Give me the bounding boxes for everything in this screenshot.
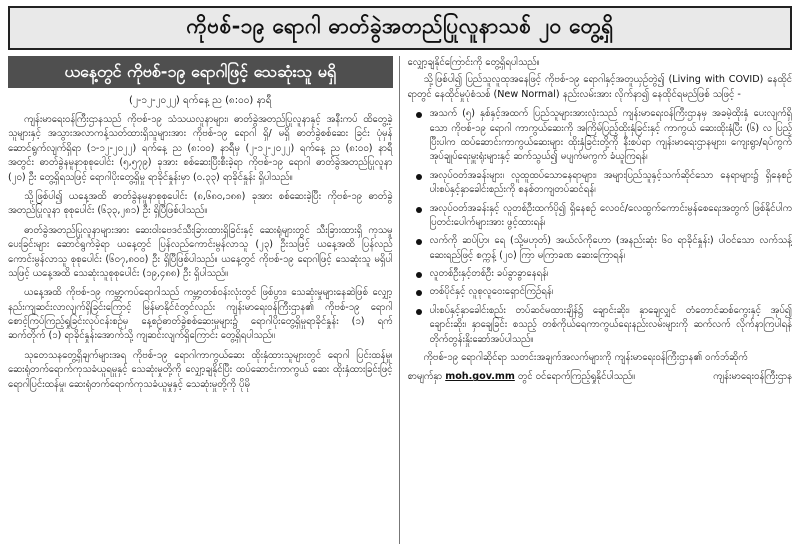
- article-columns: [8, 56, 792, 544]
- paragraph: သို့ဖြစ်ပါ၍ ယနေ့အထိ ဓာတ်ခွဲနမူနာစုစုပေါင်း (၈,၆၈၀,၁၈၈) ခုအား စစ်ဆေးခဲ့ပြီး ကိုဗစ်-၁၉ ဓာတ်ခွဲအတည်ပြုလူနာ စုစုပေါင်း (၆၃၃,၂၈၁) ဦး ရှိပြီဖြစ်ပါသည်။: [8, 190, 393, 217]
- bullet-icon: [416, 112, 422, 118]
- list-item: [414, 234, 793, 263]
- closing-paragraph: ကိုဗစ်-၁၉ ရောဂါဆိုင်ရာ သတင်းအချက်အလက်များကို ကျန်းမာရေးဝန်ကြီးဌာန၏ ဝက်ဘ်ဆိုက်: [423, 352, 748, 364]
- list-item-text: အသက် (၅) နှစ်နှင့်အထက် ပြည်သူများအားလုံးသည် ကျန်းမာရေးဝန်ကြီးဌာနမှ အခမဲ့ထိုးနှံ ပေးလျက်ရှိသော ကိုဗစ်-၁၉ ရောဂါ ကာကွယ်ဆေးကို အကြိမ်ပြည့်ထိုးနှံခြင်းနှင့် ကာကွယ် ဆေးထိုးနှံပြီး (၆) လ ပြည့်ပြီးပါက ထပ်ဆောင်းကာကွယ်ဆေးများ ထိုးနှံခြင်းတို့ကို နီးစပ်ရာ ကျန်းမာရေးဌာနများ၊ ကျေးရွာ/ရပ်ကွက်အုပ်ချုပ်ရေးမှူးရုံးများနှင့် ဆက်သွယ်၍ မပျက်မကွက် ခံယူကြရန်၊: [429, 108, 792, 163]
- list-item: [414, 202, 793, 231]
- bullet-icon: [416, 239, 422, 245]
- ministry-signature: ကျန်းမာရေးဝန်ကြီးဌာန: [713, 371, 792, 383]
- paragraph: ကျန်းမာရေးဝန်ကြီးဌာနသည် ကိုဗစ်-၁၉ သံသယလူနာများ၊ ဓာတ်ခွဲအတည်ပြုလူနာနှင့် အနီးကပ် ထိတွေ့ခဲ့သူများနှင့် အသွားအလာကန့်သတ်ထားရှိသူများအား ကိုဗစ်-၁၉ ရောဂါ ရှိ/ မရှိ ဓာတ်ခွဲစစ်ဆေး ခြင်း ပုံမှန်ဆောင်ရွက်လျက်ရှိရာ (၁-၁၂-၂၀၂၂) ရက်နေ့ ည (၈:၀၀) နာရီမှ (၂-၁၂-၂၀၂၂) ရက်နေ့ ည (၈:၀၀) နာရီအတွင်း ဓာတ်ခွဲနမူနာစုစုပေါင်း (၅,၅၇၉) ခုအား စစ်ဆေးပြီးစီးခဲ့ရာ ကိုဗစ်-၁၉ ရောဂါ ဓာတ်ခွဲအတည်ပြုလူနာ (၂၀) ဦး တွေ့ရှိရသဖြင့် ရောဂါပိုးတွေ့ရှိမှု ရာခိုင်နှုန်းမှာ (၀.၃၃) ရာခိုင်နှုန်း ရှိပါသည်။: [8, 114, 393, 183]
- right-column: [408, 56, 793, 544]
- list-item-text: တစ်ပိုင်နှင့် လူစုလူဝေးရှောင်ကြဉ်ရန်၊: [429, 286, 554, 298]
- bullet-icon: [416, 309, 422, 315]
- list-item: [414, 169, 793, 198]
- footer-label: စာမျက်နှာ: [407, 371, 443, 383]
- list-item: [414, 107, 793, 165]
- list-item-text: ပါးစပ်နှင့်နှာခေါင်းစည်း တပ်ဆင်မထားချိန်၌ ချောင်းဆိုး၊ နှာချေလျှင် တံတောင်ဆစ်ကွေးနှင့် အုပ်၍ ချောင်းဆိုး၊ နှာချေခြင်း စသည့် တစ်ကိုယ်ရေကာကွယ်ရေးနည်းလမ်းများကို ဆက်လက် လိုက်နာကြပါရန် တိုက်တွန်းနှိုးဆော်အပ်ပါသည်။: [429, 304, 792, 345]
- list-item-text: လက်ကို ဆပ်ပြာ၊ ရေ (သို့မဟုတ်) အယ်လ်ကိုဟော (အနည်းဆုံး ၆၀ ရာခိုင်နှုန်း) ပါဝင်သော လက်သန့်ဆေးရည်ဖြင့် စက္ကန့် (၂၀) ကြာ မကြာခဏ ဆေးကြောရန်၊: [429, 235, 792, 261]
- bullet-icon: [416, 290, 422, 296]
- list-item: [414, 267, 793, 281]
- left-column: [8, 56, 400, 544]
- footer-note: [408, 370, 636, 384]
- website-link[interactable]: moh.gov.mm: [445, 371, 515, 383]
- bullet-icon: [416, 272, 422, 278]
- footer-note-end: တွင် ဝင်ရောက်ကြည့်ရှုနိုင်ပါသည်။: [517, 371, 636, 383]
- paragraph: လျှော့ချနိုင်ကြောင်းကို တွေ့ရှိရပါသည်။: [407, 57, 540, 68]
- list-item: [414, 285, 793, 299]
- subheadline: ယနေ့တွင် ကိုဗစ်-၁၉ ရောဂါဖြင့် သေဆုံးသူ မရှိ: [8, 56, 393, 88]
- list-item-text: အလုပ်ဝတ်အခန်းများ၊ လူထူထပ်သောနေရာများ၊ အများပြည်သူနှင့်သက်ဆိုင်သော နေရာများ၌ ရှိနေစဉ် ပါးစပ်နှင့်နှာခေါင်းစည်းကို စနစ်တကျတပ်ဆင်ရန်၊: [429, 169, 792, 196]
- paragraph: ယနေ့အထိ ကိုဗစ်-၁၉ ကမ္ဘာ့ကပ်ရောဂါသည် ကမ္ဘာ့တစ်ဝန်းလုံးတွင် ဖြစ်ပွား၊ သေဆုံးမှုများနေဆဲဖြစ် လျှော့နည်းကျဆင်းလာလျက်ရှိခြင်းကြောင့် မြန်မာနိုင်ငံတွင်လည်း ကျန်းမာရေးဝန်ကြီးဌာန၏ ကိုဗစ်-၁၉ ရောဂါ စောင့်ကြပ်ကြည့်ရှုခြင်းလုပ်ငန်းစဉ်မှ နေ့စဉ်ဓာတ်ခွဲစစ်ဆေးမှုများ၌ ရောဂါပိုးတွေ့ရှိမှုရာခိုင်နှုန်း (၁) ရက် ဆက်တိုက် (၁) ရာခိုင်နှုန်းအောက်သို့ ကျဆင်းလျက်ရှိကြောင်း တွေ့ရှိရပါသည်။: [8, 287, 393, 342]
- headline: ကိုဗစ်-၁၉ ရောဂါ ဓာတ်ခွဲအတည်ပြုလူနာသစ် ၂၀ တွေ့ရှိ: [8, 6, 792, 50]
- paragraph: သို့ဖြစ်ပါ၍ ပြည်သူလူထုအနေဖြင့် ကိုဗစ်-၁၉ ရောဂါနှင့်အတူယှဉ်တွဲ၍ (Living with COVID) နေထိုင်ရာတွင် နေထိုင်မှုပုံစံသစ် (New Normal) နည်းလမ်းအား လိုက်နာ၍ နေထိုင်ရမည်ဖြစ် သဖြင့် -: [407, 74, 792, 100]
- list-item: [414, 304, 793, 347]
- list-item-text: လူတစ်ဦးနှင့်တစ်ဦး ခပ်ခွာခွာနေရန်၊: [429, 268, 549, 280]
- list-item-text: အလုပ်ဝတ်အခန်းနှင့် လူတစ်ဦးထက်ပို၍ ရှိနေစဉ် လေဝင်/လေထွက်ကောင်းမွန်စေရေးအတွက် ဖြစ်နိုင်ပါက ပြတင်းပေါက်များအား ဖွင့်ထားရန်၊: [429, 202, 792, 228]
- footer: [408, 370, 793, 384]
- bullet-icon: [416, 174, 422, 180]
- dateline: (၂-၁၂-၂၀၂၂) ရက်နေ့ ည (၈:၀၀) နာရီ: [128, 95, 272, 106]
- paragraph: သုတေသနတွေ့ရှိချက်များအရ ကိုဗစ်-၁၉ ရောဂါကာကွယ်ဆေး ထိုးနှံထားသူများတွင် ရောဂါ ပြင်းထန်မှု၊ ဆေးရုံတက်ရောက်ကုသခံယူရမှုနှင့် သေဆုံးမှုတို့ကို လျှော့ချနိုင်ပြီး ထပ်ဆောင်းကာကွယ် ဆေး ထိုးနှံထားခြင်းဖြင့် ရောဂါပြင်းထန်မှု၊ ဆေးရုံတက်ရောက်ကုသခံယူမှုနှင့် သေဆုံးမှုတို့ကို ပိုမို: [8, 349, 393, 390]
- bullet-icon: [416, 207, 422, 213]
- guideline-list: [414, 107, 793, 347]
- paragraph: ဓာတ်ခွဲအတည်ပြုလူနာများအား ဆေးဝါးဗေဒင်သီးခြားထားရှိခြင်းနှင့် ဆေးရုံများတွင် သီးခြားထားရှိ ကုသမှုပေးခြင်းများ ဆောင်ရွက်ခဲ့ရာ ယနေ့တွင် ပြန်လည်ကောင်းမွန်လာသူ (၂၃) ဦးသဖြင့် ယနေ့အထိ ပြန်လည်ကောင်းမွန်လာသူ စုစုပေါင်း (၆၀၇,၈၀၀) ဦး ရှိပြီဖြစ်ပါသည်။ ယနေ့တွင် ကိုဗစ်-၁၉ ရောဂါဖြင့် သေဆုံးသူ မရှိပါသဖြင့် ယနေ့အထိ သေဆုံးသူစုစုပေါင်း (၁၉,၄၈၈) ဦး ရှိပါသည်။: [8, 224, 393, 279]
